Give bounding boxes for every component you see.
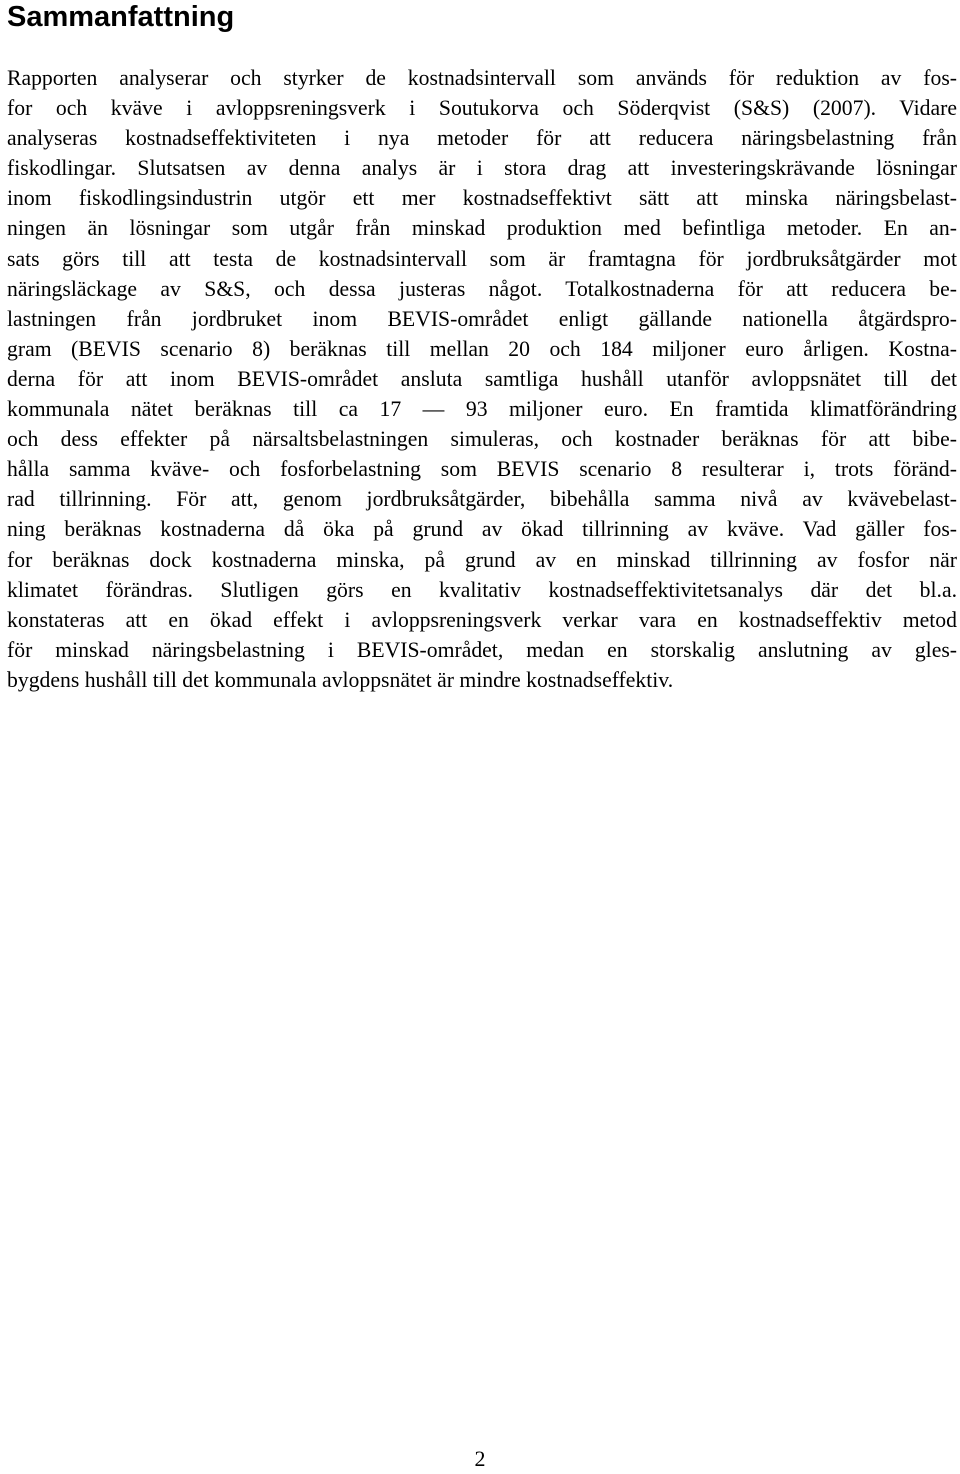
paragraph-line: ningen än lösningar som utgår från minskad produktion med befintliga metoder. En an- bbox=[7, 216, 957, 241]
paragraph-line: fiskodlingar. Slutsatsen av denna analys är i stora drag att investeringskrävande lösningar bbox=[7, 156, 957, 181]
paragraph-line: sats görs till att testa de kostnadsintervall som är framtagna för jordbruksåtgärder mot bbox=[7, 246, 957, 271]
paragraph-line: Rapporten analyserar och styrker de kostnadsintervall som används för reduktion av fos- bbox=[7, 66, 957, 90]
paragraph-line: gram (BEVIS scenario 8) beräknas till mellan 20 och 184 miljoner euro årligen. Kostna- bbox=[7, 336, 957, 361]
paragraph-line: inom fiskodlingsindustrin utgör ett mer kostnadseffektivt sätt att minska näringsbelast- bbox=[7, 186, 957, 211]
paragraph-line: för minskad näringsbelastning i BEVIS-området, medan en storskalig anslutning av gles- bbox=[7, 637, 957, 662]
paragraph-line: ning beräknas kostnaderna då öka på grund av ökad tillrinning av kväve. Vad gäller fos- bbox=[7, 517, 957, 542]
paragraph-line: analyseras kostnadseffektiviteten i nya metoder för att reducera näringsbelastning från bbox=[7, 126, 957, 151]
page-number: 2 bbox=[474, 1446, 486, 1471]
summary-paragraph bbox=[7, 63, 957, 695]
paragraph-line: hålla samma kväve- och fosforbelastning som BEVIS scenario 8 resulterar i, trots föränd- bbox=[7, 457, 957, 482]
paragraph-line: rad tillrinning. För att, genom jordbruksåtgärder, bibehålla samma nivå av kvävebelast- bbox=[7, 487, 957, 512]
paragraph-line: och dess effekter på närsaltsbelastningen simuleras, och kostnader beräknas för att bibe- bbox=[7, 427, 957, 452]
paragraph-line: lastningen från jordbruket inom BEVIS-området enligt gällande nationella åtgärdspro- bbox=[7, 306, 957, 331]
paragraph-line: derna för att inom BEVIS-området ansluta samtliga hushåll utanför avloppsnätet till det bbox=[7, 366, 957, 391]
paragraph-line: kommunala nätet beräknas till ca 17 — 93 miljoner euro. En framtida klimatförändring bbox=[7, 397, 957, 422]
paragraph-line: bygdens hushåll till det kommunala avloppsnätet är mindre kostnadseffektiv. bbox=[7, 667, 674, 692]
paragraph-line: for beräknas dock kostnaderna minska, på grund av en minskad tillrinning av fosfor när bbox=[7, 547, 957, 572]
paragraph-line: näringsläckage av S&S, och dessa justeras något. Totalkostnaderna för att reducera be- bbox=[7, 276, 957, 301]
paragraph-line: klimatet förändras. Slutligen görs en kvalitativ kostnadseffektivitetsanalys där det bl.a. bbox=[7, 577, 957, 602]
paragraph-line: konstateras att en ökad effekt i avloppsreningsverk verkar vara en kostnadseffektiv metod bbox=[7, 607, 957, 632]
section-heading: Sammanfattning bbox=[7, 1, 235, 33]
paragraph-line: for och kväve i avloppsreningsverk i Soutukorva och Söderqvist (S&S) (2007). Vidare bbox=[7, 96, 957, 121]
